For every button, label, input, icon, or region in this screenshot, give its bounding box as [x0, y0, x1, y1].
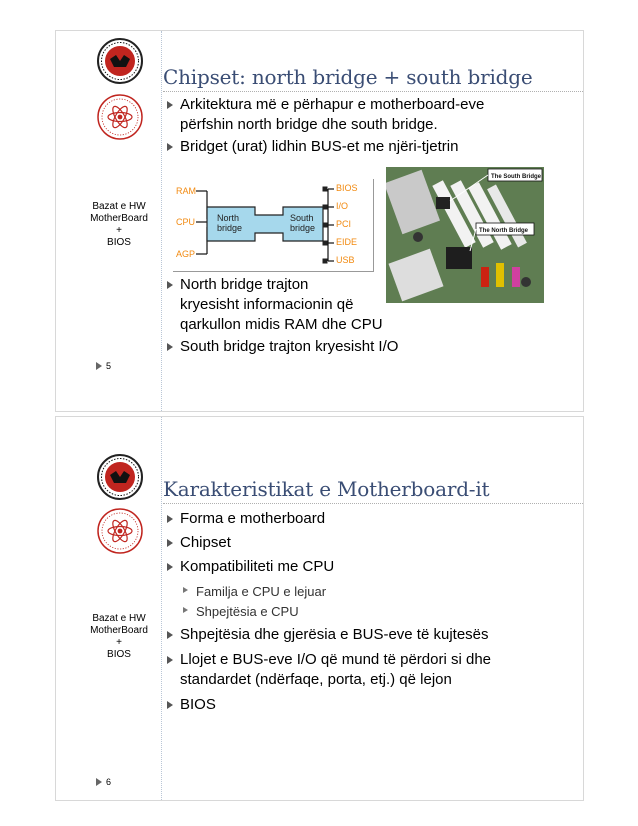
- bullet: [166, 695, 216, 715]
- sidebar-line: BIOS: [107, 649, 131, 660]
- sidebar-label: [84, 201, 154, 249]
- title-underline: [163, 91, 583, 92]
- university-logo-icon: [96, 453, 144, 501]
- bullet-line: North bridge trajton: [180, 276, 309, 293]
- bullet-line: Shpejtësia dhe gjerësia e BUS-eve të kujtesës: [180, 626, 489, 643]
- bullet: [166, 95, 484, 135]
- page-number: 6: [96, 777, 111, 787]
- sidebar-label: [84, 613, 154, 661]
- motherboard-photo: [386, 167, 544, 303]
- diagram-label-usb: USB: [336, 255, 355, 265]
- slide-title: Karakteristikat e Motherboard-it: [163, 477, 490, 501]
- faculty-logo-icon: [96, 507, 144, 555]
- bullet: [166, 533, 231, 553]
- bullet-line: Kompatibiliteti me CPU: [180, 558, 335, 575]
- south-bridge-label: South: [290, 213, 314, 223]
- south-bridge-label: bridge: [290, 223, 316, 233]
- bullet-line: standardet (ndërfaqe, porta, etj.) që lejon: [180, 671, 452, 688]
- divider: [161, 417, 162, 800]
- bullet-line: South bridge trajton kryesisht I/O: [180, 338, 399, 355]
- bullet-line: Shpejtësia e CPU: [196, 604, 299, 619]
- bullet: [166, 337, 398, 357]
- sidebar-line: Bazat e HW: [92, 613, 146, 624]
- diagram-label-io: I/O: [336, 201, 349, 211]
- sidebar-line: +: [116, 225, 122, 236]
- bullet-line: Familja e CPU e lejuar: [196, 584, 327, 599]
- diagram-label-bios: BIOS: [336, 183, 358, 193]
- bullet-line: qarkullon midis RAM dhe CPU: [180, 316, 383, 333]
- bullet-line: Bridget (urat) lidhin BUS-et me njëri-tjetrin: [180, 138, 459, 155]
- chipset-diagram: [173, 179, 374, 272]
- sub-bullet: [182, 602, 299, 622]
- page-number: 5: [96, 361, 111, 371]
- bullet-line: BIOS: [180, 696, 216, 713]
- bullet: [166, 275, 383, 335]
- faculty-logo-icon: [96, 93, 144, 141]
- slide-5: [55, 30, 584, 412]
- sidebar-line: MotherBoard: [90, 213, 148, 224]
- bullet-line: Llojet e BUS-eve I/O që mund të përdori si dhe: [180, 651, 492, 668]
- sidebar-line: Bazat e HW: [92, 201, 146, 212]
- diagram-label-pci: PCI: [336, 219, 352, 229]
- bullet-line: kryesisht informacionin që: [180, 296, 354, 313]
- bullet: [166, 509, 325, 529]
- bullet: [166, 557, 334, 577]
- university-logo-icon: [96, 37, 144, 85]
- bullet: [166, 650, 491, 690]
- bullet: [166, 137, 458, 157]
- diagram-label-cpu: CPU: [176, 217, 196, 227]
- bullet: [166, 625, 489, 645]
- bullet-line: Forma e motherboard: [180, 510, 326, 527]
- sidebar-line: MotherBoard: [90, 625, 148, 636]
- photo-label-south: The South Bridge: [491, 174, 541, 180]
- sidebar-line: BIOS: [107, 237, 131, 248]
- slide-6: [55, 416, 584, 801]
- slide-title: Chipset: north bridge + south bridge: [163, 65, 533, 89]
- photo-label-north: The North Bridge: [479, 228, 528, 234]
- bullet-line: Arkitektura më e përhapur e motherboard-eve: [180, 96, 485, 113]
- divider: [161, 31, 162, 411]
- north-bridge-label: bridge: [217, 223, 243, 233]
- diagram-label-eide: EIDE: [336, 237, 358, 247]
- diagram-label-agp: AGP: [176, 249, 196, 259]
- bullet-line: përfshin north bridge dhe south bridge.: [180, 116, 438, 133]
- sidebar-line: +: [116, 637, 122, 648]
- bullet-line: Chipset: [180, 534, 231, 551]
- diagram-label-ram: RAM: [176, 186, 196, 196]
- sub-bullet: [182, 582, 326, 602]
- title-underline: [163, 503, 583, 504]
- north-bridge-label: North: [217, 213, 240, 223]
